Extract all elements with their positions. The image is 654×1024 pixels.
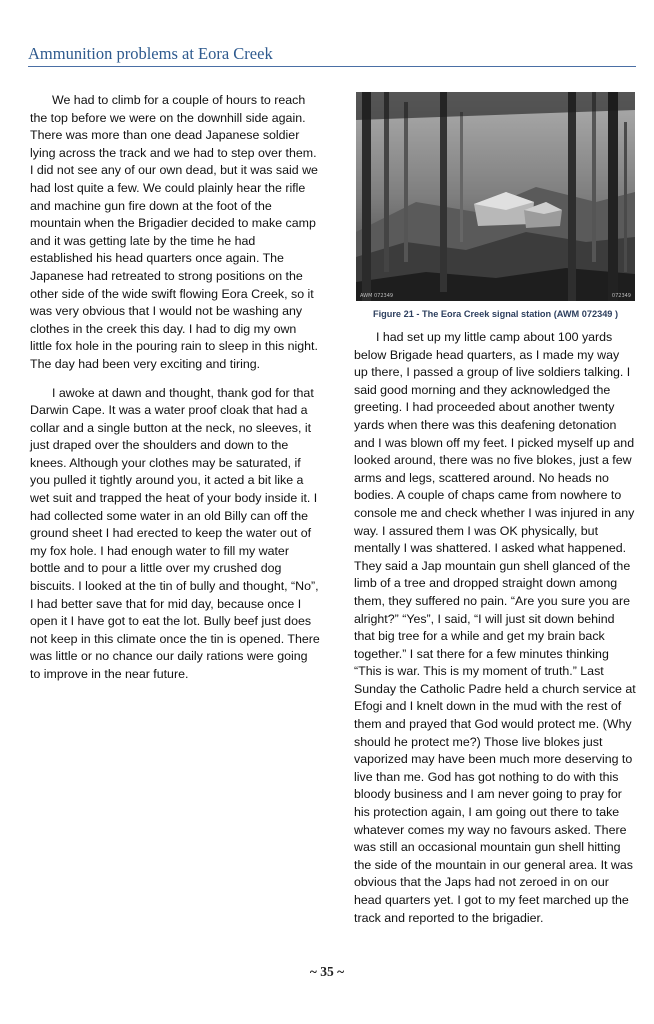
figure-caption: Figure 21 - The Eora Creek signal station (AWM 072349 ) bbox=[372, 309, 619, 319]
photo-credit-right: 072349 bbox=[611, 293, 631, 299]
photo-image bbox=[356, 92, 635, 301]
left-text-column bbox=[30, 92, 320, 695]
figure-photo-signal-station bbox=[356, 92, 635, 301]
right-text-column bbox=[354, 329, 636, 938]
photo-credit-left: AWM 072349 bbox=[360, 293, 394, 299]
page-header-title: Ammunition problems at Eora Creek bbox=[28, 44, 273, 63]
header-rule bbox=[28, 66, 636, 67]
paragraph: I awoke at dawn and thought, thank god for that Darwin Cape. It was a water proof cloak that had a collar and a single button at the neck, no sleeves, it just draped over the shoulders and down to the knees. Although your clothes may be saturated, if you pulled it tightly around you, it acted a bit like a wet suit and trapped the heat of your body inside it. I had collected some water in an old Billy can off the ground sheet I had erected to keep the water out of my fox hole. I had enough water to fill my water bottle and to pour a little over my crushed dog biscuits. I looked at the tin of bully and thought, “No”, I had better save that for mid day, because once I open it I have got to eat the lot. Bully beef just does not keep in this climate once the tin is opened. There was little or no chance our daily rations were going to improve in the near future. bbox=[30, 385, 320, 681]
page-number: ~ 35 ~ bbox=[309, 964, 345, 979]
paragraph: I had set up my little camp about 100 yards below Brigade head quarters, as I made my way up there, I passed a group of live soldiers talking. I said good morning and they acknowledged the greeting. I had proceeded about another twenty yards when there was this deafening detonation and I was blown off my feet. I picked myself up and looked around, there was no five blokes, just a few arms and legs, scattered around. No heads no bodies. A couple of chaps came from nowhere to console me and check whether I was injured in any way. I assured them I was OK physically, but mentally I was shattered. I asked what happened. They said a Jap mountain gun shell glanced of the limb of a tree and dropped straight down among them, they suffered no pain. “Are you sure you are alright?” “Yes”, I said, “I will just sit down behind that big tree for a while and get my brain back together.” I sat there for a few minutes thinking “This is war. This is my moment of truth.” Last Sunday the Catholic Padre held a church service at Efogi and I knelt down in the mud with the rest of them and prayed that God would protect me. (Why should he protect me?) Those live blokes just vaporized may have been much more deserving to live than me. God has got nothing to do with this bloody business and I am never going to pray for his protection again, I am going out there to take whatever comes my way no favours asked. There was still an occasional mountain gun shell hitting the side of the mountain in our general area. It was obvious that the Japs had not zeroed in on our head quarters yet. I got to my feet marched up the track and reported to the brigadier. bbox=[354, 330, 636, 925]
paragraph: We had to climb for a couple of hours to reach the top before we were on the downhill side again. There was more than one dead Japanese soldier lying across the track and we had to step over them. I did not see any of our own dead, but it was said we had lost quite a few. We could plainly hear the rifle and machine gun fire down at the foot of the mountain when the Brigadier decided to make camp and it was getting late by the time he had established his head quarters once again. The Japanese had retreated to strong positions on the other side of the wide swift flowing Eora Creek, so it was very obvious that I would not be washing any clothes in the creek this day. I had to dig my own little fox hole in the pouring rain to sleep in this night. The day had been very exciting and tiring. bbox=[30, 93, 318, 371]
